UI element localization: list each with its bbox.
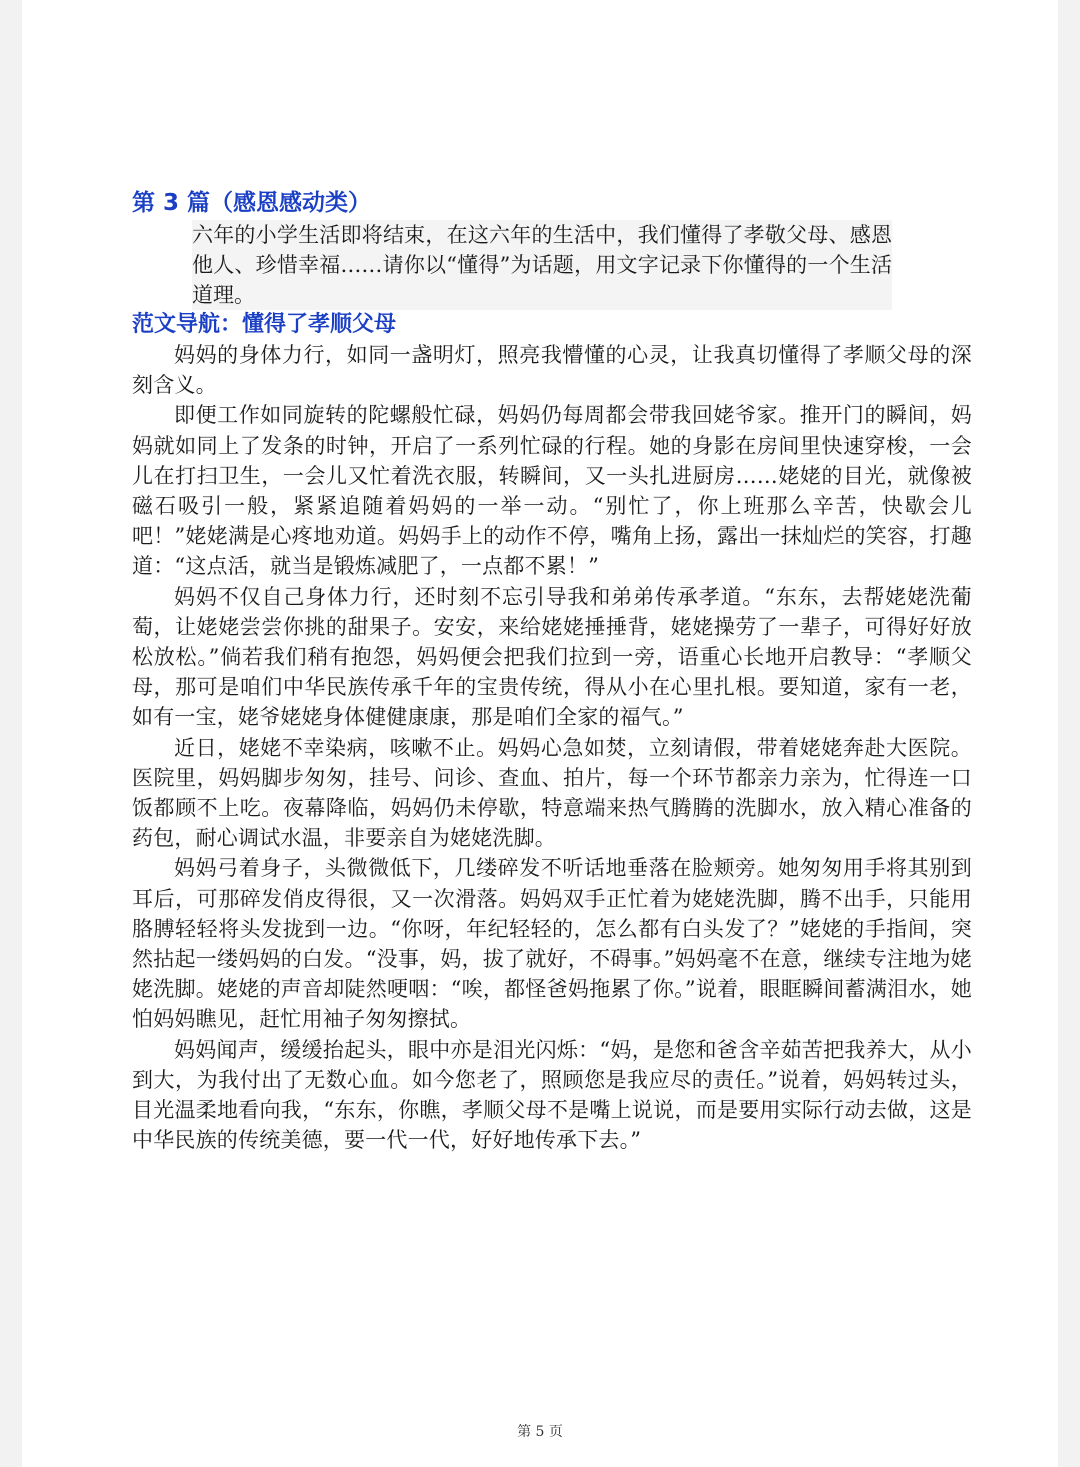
essay-paragraph: 妈妈不仅自己身体力行，还时刻不忘引导我和弟弟传承孝道。“东东，去帮姥姥洗葡萄，让姥姥尝尝你挑的甜果子。安安，来给姥姥捶捶背，姥姥操劳了一辈子，可得好好放松放松。”倘若我们稍有抱怨，妈妈便会把我们拉到一旁，语重心长地开启教导：“孝顺父母，那可是咱们中华民族传承千年的宝贵传统，得从小在心里扎根。要知道，家有一老，如有一宝，姥爷姥姥身体健健康康，那是咱们全家的福气。” (132, 584, 972, 730)
essay-title: 第 3 篇（感恩感动类） (132, 190, 372, 216)
model-essay-title: 范文导航：懂得了孝顺父母 (132, 312, 397, 337)
essay-paragraph: 妈妈闻声，缓缓抬起头，眼中亦是泪光闪烁：“妈，是您和爸含辛茹苦把我养大，从小到大，为我付出了无数心血。如今您老了，照顾您是我应尽的责任。”说着，妈妈转过头，目光温柔地看向我，“东东，你瞧，孝顺父母不是嘴上说说，而是要用实际行动去做，这是中华民族的传统美德，要一代一代，好好地传承下去。” (132, 1037, 972, 1153)
document-page (22, 0, 1058, 1467)
essay-body (132, 340, 972, 1155)
essay-paragraph: 即便工作如同旋转的陀螺般忙碌，妈妈仍每周都会带我回姥爷家。推开门的瞬间，妈妈就如同上了发条的时钟，开启了一系列忙碌的行程。她的身影在房间里快速穿梭，一会儿在打扫卫生，一会儿又忙着洗衣服，转瞬间，又一头扎进厨房……姥姥的目光，就像被磁石吸引一般，紧紧追随着妈妈的一举一动。“别忙了，你上班那么辛苦，快歇会儿吧！”姥姥满是心疼地劝道。妈妈手上的动作不停，嘴角上扬，露出一抹灿烂的笑容，打趣道：“这点活，就当是锻炼减肥了，一点都不累！” (132, 403, 972, 579)
essay-paragraph: 近日，姥姥不幸染病，咳嗽不止。妈妈心急如焚，立刻请假，带着姥姥奔赴大医院。医院里，妈妈脚步匆匆，挂号、问诊、查血、拍片，每一个环节都亲力亲为，忙得连一口饭都顾不上吃。夜幕降临，妈妈仍未停歇，特意端来热气腾腾的洗脚水，放入精心准备的药包，耐心调试水温，非要亲自为姥姥洗脚。 (132, 735, 972, 851)
essay-prompt: 六年的小学生活即将结束，在这六年的生活中，我们懂得了孝敬父母、感恩他人、珍惜幸福……请你以“懂得”为话题，用文字记录下你懂得的一个生活道理。 (192, 220, 892, 310)
essay-paragraph: 妈妈弓着身子，头微微低下，几缕碎发不听话地垂落在脸颊旁。她匆匆用手将其别到耳后，可那碎发俏皮得很，又一次滑落。妈妈双手正忙着为姥姥洗脚，腾不出手，只能用胳膊轻轻将头发拢到一边。“你呀，年纪轻轻的，怎么都有白头发了？”姥姥的手指间，突然拈起一缕妈妈的白发。“没事，妈，拔了就好，不碍事。”妈妈毫不在意，继续专注地为姥姥洗脚。姥姥的声音却陡然哽咽：“唉，都怪爸妈拖累了你。”说着，眼眶瞬间蓄满泪水，她怕妈妈瞧见，赶忙用袖子匆匆擦拭。 (132, 856, 972, 1032)
page-content (132, 186, 972, 1155)
essay-paragraph: 妈妈的身体力行，如同一盏明灯，照亮我懵懂的心灵，让我真切懂得了孝顺父母的深刻含义。 (132, 343, 972, 398)
page-number: 第 5 页 (517, 1424, 563, 1440)
